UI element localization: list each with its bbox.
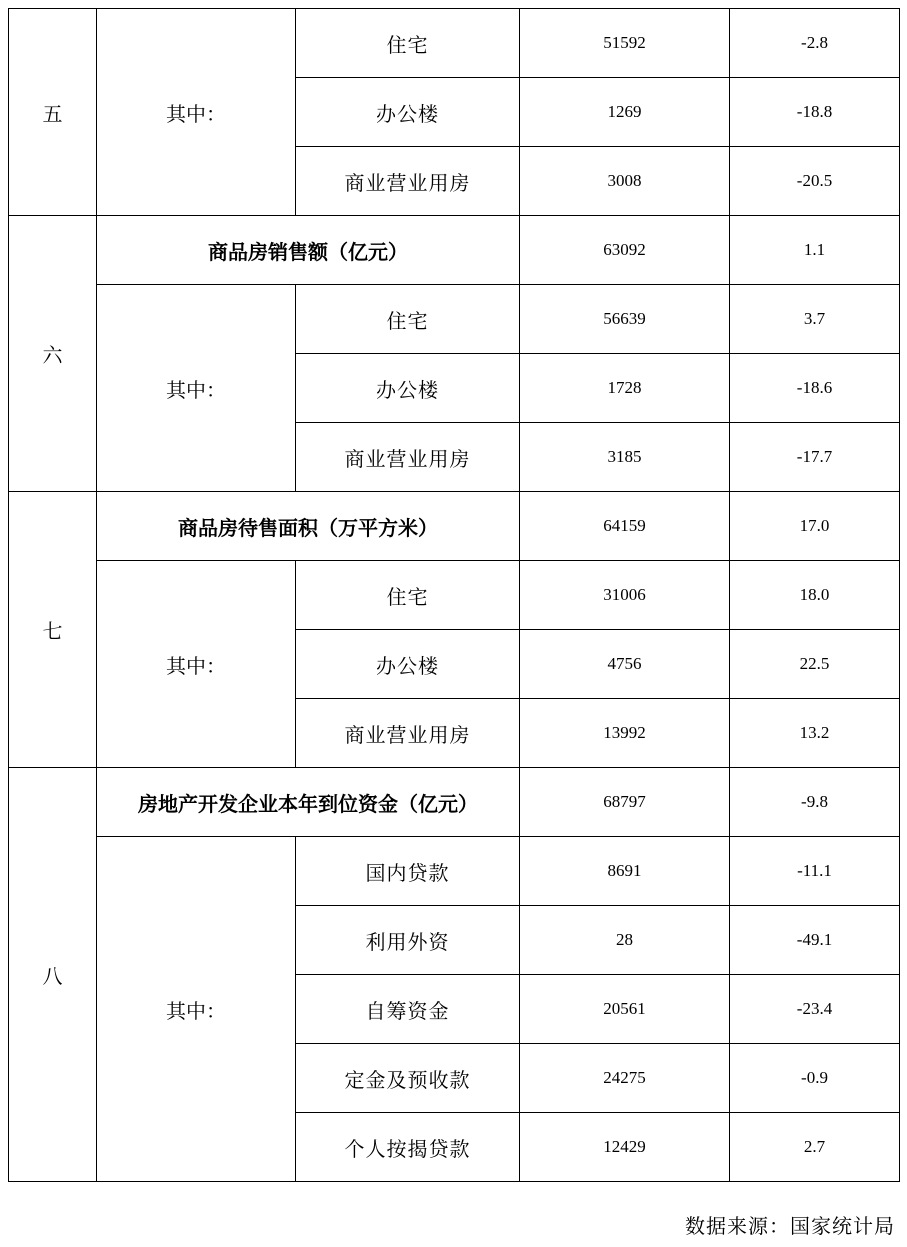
item-change: -20.5 — [730, 147, 900, 216]
item-label: 办公楼 — [296, 78, 520, 147]
table-row — [9, 9, 900, 78]
item-label: 住宅 — [296, 561, 520, 630]
qizhong-label: 其中： — [97, 9, 296, 216]
item-value: 12429 — [520, 1113, 730, 1182]
section-header: 商品房销售额（亿元） — [97, 216, 520, 285]
section-header: 房地产开发企业本年到位资金（亿元） — [97, 768, 520, 837]
item-change: 13.2 — [730, 699, 900, 768]
item-value: 31006 — [520, 561, 730, 630]
header-change: -9.8 — [730, 768, 900, 837]
item-change: 18.0 — [730, 561, 900, 630]
item-label: 商业营业用房 — [296, 699, 520, 768]
item-value: 13992 — [520, 699, 730, 768]
item-value: 28 — [520, 906, 730, 975]
item-value: 51592 — [520, 9, 730, 78]
item-value: 3185 — [520, 423, 730, 492]
statistics-table — [8, 8, 900, 1182]
item-value: 8691 — [520, 837, 730, 906]
section-number: 七 — [9, 492, 97, 768]
data-source-note: 数据来源：国家统计局 — [685, 1214, 895, 1238]
item-change: -18.8 — [730, 78, 900, 147]
table-row — [9, 216, 900, 285]
table-row — [9, 561, 900, 630]
item-label: 国内贷款 — [296, 837, 520, 906]
item-label: 住宅 — [296, 285, 520, 354]
item-value: 1728 — [520, 354, 730, 423]
header-change: 1.1 — [730, 216, 900, 285]
header-value: 63092 — [520, 216, 730, 285]
section-number: 八 — [9, 768, 97, 1182]
item-value: 20561 — [520, 975, 730, 1044]
table-row — [9, 837, 900, 906]
table-row — [9, 768, 900, 837]
item-label: 商业营业用房 — [296, 423, 520, 492]
item-label: 利用外资 — [296, 906, 520, 975]
table-row — [9, 492, 900, 561]
item-value: 3008 — [520, 147, 730, 216]
item-label: 个人按揭贷款 — [296, 1113, 520, 1182]
item-change: -49.1 — [730, 906, 900, 975]
item-label: 办公楼 — [296, 354, 520, 423]
item-value: 1269 — [520, 78, 730, 147]
header-value: 64159 — [520, 492, 730, 561]
item-label: 定金及预收款 — [296, 1044, 520, 1113]
item-value: 56639 — [520, 285, 730, 354]
item-label: 住宅 — [296, 9, 520, 78]
item-change: -23.4 — [730, 975, 900, 1044]
header-value: 68797 — [520, 768, 730, 837]
item-change: -2.8 — [730, 9, 900, 78]
header-change: 17.0 — [730, 492, 900, 561]
item-change: -18.6 — [730, 354, 900, 423]
qizhong-label: 其中： — [97, 561, 296, 768]
item-change: -11.1 — [730, 837, 900, 906]
item-label: 办公楼 — [296, 630, 520, 699]
qizhong-label: 其中： — [97, 285, 296, 492]
item-change: 3.7 — [730, 285, 900, 354]
qizhong-label: 其中： — [97, 837, 296, 1182]
table-row — [9, 285, 900, 354]
item-value: 24275 — [520, 1044, 730, 1113]
section-number: 六 — [9, 216, 97, 492]
section-number: 五 — [9, 9, 97, 216]
item-change: 22.5 — [730, 630, 900, 699]
item-label: 自筹资金 — [296, 975, 520, 1044]
item-label: 商业营业用房 — [296, 147, 520, 216]
section-header: 商品房待售面积（万平方米） — [97, 492, 520, 561]
item-change: -17.7 — [730, 423, 900, 492]
item-change: -0.9 — [730, 1044, 900, 1113]
item-value: 4756 — [520, 630, 730, 699]
item-change: 2.7 — [730, 1113, 900, 1182]
